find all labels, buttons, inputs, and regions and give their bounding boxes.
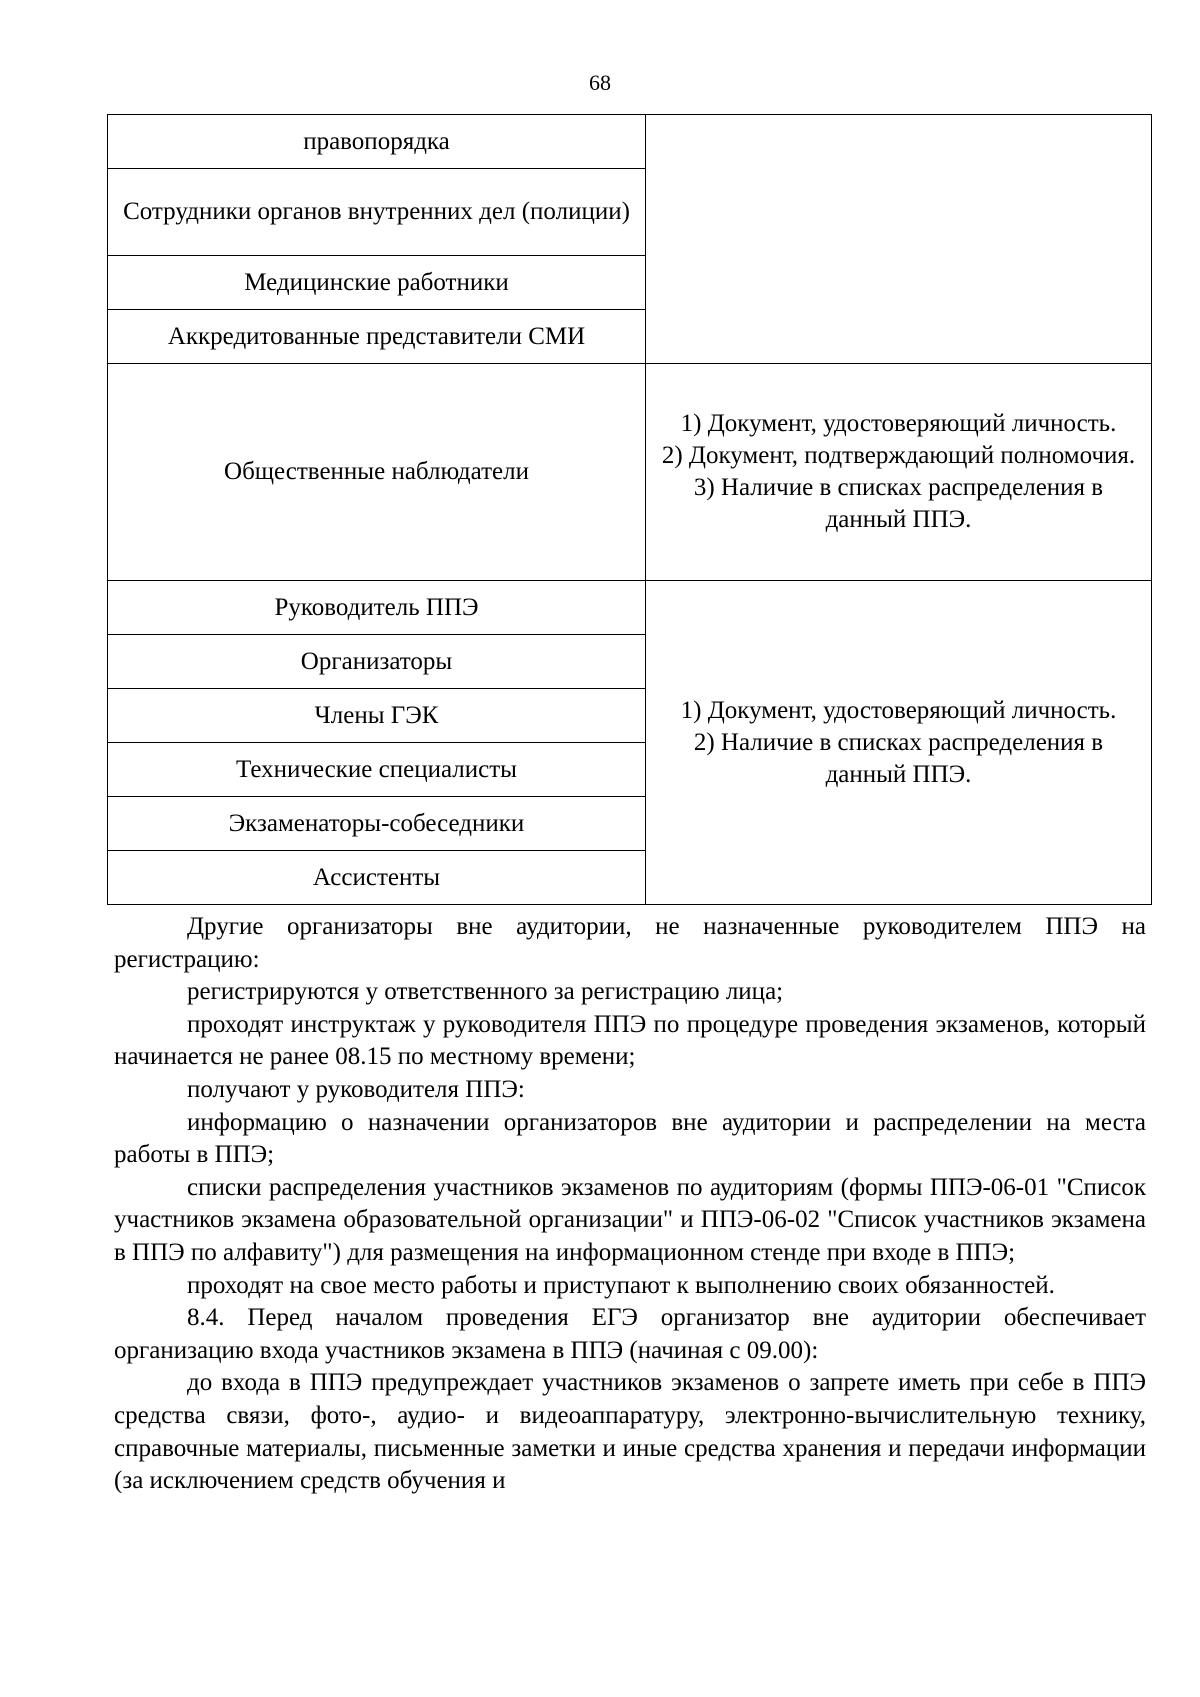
paragraph: проходят на свое место работы и приступают к выполнению своих обязанностей. xyxy=(187,1271,1055,1299)
table-cell-category: Технические специалисты xyxy=(108,743,646,797)
requirement-item: 1) Документ, удостоверяющий личность. xyxy=(680,696,1117,724)
table-cell-category: Ассистенты xyxy=(108,851,646,905)
requirement-item: 2) Наличие в списках распределения в данный ППЭ. xyxy=(693,728,1104,788)
table-cell-category: правопорядка xyxy=(108,115,646,169)
table-cell-empty xyxy=(646,115,1152,364)
requirement-item: 3) Наличие в списках распределения в данный ППЭ. xyxy=(693,474,1104,533)
table-row xyxy=(108,364,1152,581)
paragraph: проходят инструктаж у руководителя ППЭ по процедуре проведения экзаменов, который начинается не ранее 08.15 по местному времени; xyxy=(114,1010,1146,1071)
table-cell-category: Члены ГЭК xyxy=(108,689,646,743)
table-cell-category: Медицинские работники xyxy=(108,256,646,310)
paragraph: получают у руководителя ППЭ: xyxy=(187,1075,525,1103)
table-cell-category: Руководитель ППЭ xyxy=(108,581,646,635)
table-cell-requirements xyxy=(646,581,1152,905)
requirement-item: 1) Документ, удостоверяющий личность. xyxy=(680,410,1117,437)
table-cell-category: Экзаменаторы-собеседники xyxy=(108,797,646,851)
paragraph: Другие организаторы вне аудитории, не назначенные руководителем ППЭ на регистрацию: xyxy=(114,913,1146,973)
table-row xyxy=(108,581,1152,635)
table-cell-category: Общественные наблюдатели xyxy=(108,364,646,581)
paragraph: списки распределения участников экзаменов по аудиториям (формы ППЭ-06-01 "Список участников экзамена образовательной организации" и ППЭ-06-02 "Список участников экзамена в ППЭ по алфавиту") для размещения на информационном стенде при входе в ППЭ; xyxy=(114,1173,1146,1266)
table-row xyxy=(108,115,1152,169)
requirement-item: 2) Документ, подтверждающий полномочия. xyxy=(661,442,1136,469)
table-cell-category: Сотрудники органов внутренних дел (полиции) xyxy=(108,169,646,256)
table-cell-requirements xyxy=(646,364,1152,581)
table-cell-category: Аккредитованные представители СМИ xyxy=(108,310,646,364)
paragraph: 8.4. Перед началом проведения ЕГЭ организатор вне аудитории обеспечивает организацию входа участников экзамена в ППЭ (начиная с 09.00): xyxy=(114,1304,1146,1364)
paragraph: регистрируются у ответственного за регистрацию лица; xyxy=(187,978,784,1006)
access-documents-table xyxy=(107,114,1152,905)
paragraph: до входа в ППЭ предупреждает участников экзаменов о запрете иметь при себе в ППЭ средства связи, фото-, аудио- и видеоаппаратуру, электронно-вычислительную технику, справочные материалы, письменные заметки и иные средства хранения и передачи информации (за исключением средств обучения и xyxy=(114,1369,1146,1495)
body-text xyxy=(114,911,1146,1498)
page-number: 68 xyxy=(589,70,611,95)
table-cell-category: Организаторы xyxy=(108,635,646,689)
paragraph: информацию о назначении организаторов вне аудитории и распределении на места работы в ППЭ; xyxy=(114,1108,1146,1169)
